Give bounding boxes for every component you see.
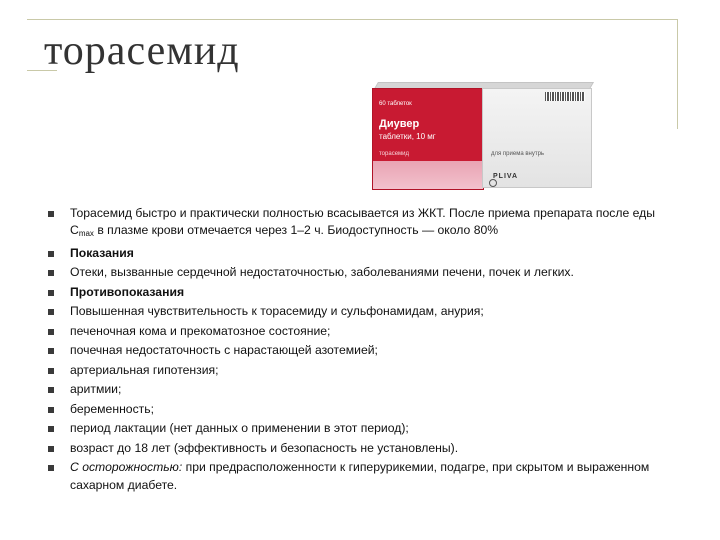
contraindication-text: артериальная гипотензия; [70,362,219,377]
contraindication-text: Повышенная чувствительность к торасемиду и сульфонамидам, анурия; [70,304,484,319]
box-manufacturer: PLIVA [493,173,519,180]
slide-frame-right-line [677,19,678,129]
contraindication-text: печеночная кома и прекоматозное состояние; [70,323,331,338]
cmax-subscript: max [78,229,94,239]
bullet-square-icon [48,251,54,257]
manufacturer-logo-icon [489,179,497,187]
bullet-square-icon [48,426,54,432]
bullet-square-icon [48,309,54,315]
contraindication-text: возраст до 18 лет (эффективность и безопасность не установлены). [70,440,459,455]
list-item-indications-heading [48,245,663,262]
list-item-contraindications-heading [48,284,663,301]
contraindication-text: аритмии; [70,382,122,397]
indications-text: Отеки, вызванные сердечной недостаточностью, заболеваниями печени, почек и легких. [70,265,574,280]
box-front-face [372,88,484,190]
list-item-contraindication [48,342,663,359]
bullet-square-icon [48,387,54,393]
bullet-square-icon [48,211,54,217]
drug-info-list [48,205,663,496]
bullet-square-icon [48,407,54,413]
contraindications-heading: Противопоказания [70,284,185,299]
box-count-text: 60 таблеток [379,101,412,107]
caution-label: С осторожностью: [70,460,183,475]
absorption-text-before: Торасемид быстро и практически полностью всасывается из ЖКТ. После приема препарата после еды C [70,206,656,238]
list-item-caution [48,459,663,494]
box-side-face [482,88,592,188]
title-rule [27,70,57,71]
slide-frame-top-line [27,19,677,20]
bullet-square-icon [48,290,54,296]
box-use-text: для приема внутрь [491,151,545,157]
bullet-square-icon [48,270,54,276]
bullet-square-icon [48,329,54,335]
list-item-contraindication [48,362,663,379]
slide-title: торасемид [44,28,240,74]
box-form-text: таблетки, 10 мг [379,132,436,141]
list-item-contraindication [48,401,663,418]
contraindication-text: период лактации (нет данных о применении в этот период); [70,421,409,436]
contraindication-text: беременность; [70,401,154,416]
bullet-square-icon [48,446,54,452]
box-brand-name: Диувер [379,118,420,130]
bullet-square-icon [48,368,54,374]
list-item-contraindication [48,303,663,320]
caution-text: при предрасположенности к гиперурикемии, подагре, при скрытом и выраженном сахарном диабете. [70,460,650,492]
list-item-contraindication [48,420,663,437]
list-item-contraindication [48,323,663,340]
product-box-image [372,82,596,192]
contraindication-text: почечная недостаточность с нарастающей азотемией; [70,343,378,358]
absorption-text-after: в плазме крови отмечается через 1–2 ч. Биодоступность — около 80% [93,223,499,238]
list-item-absorption [48,205,663,243]
list-item-contraindication [48,440,663,457]
bullet-square-icon [48,465,54,471]
barcode-icon [545,92,585,101]
indications-heading: Показания [70,245,134,260]
list-item-contraindication [48,381,663,398]
list-item-indications [48,264,663,281]
box-inn-text: торасемид [379,151,410,157]
bullet-square-icon [48,348,54,354]
